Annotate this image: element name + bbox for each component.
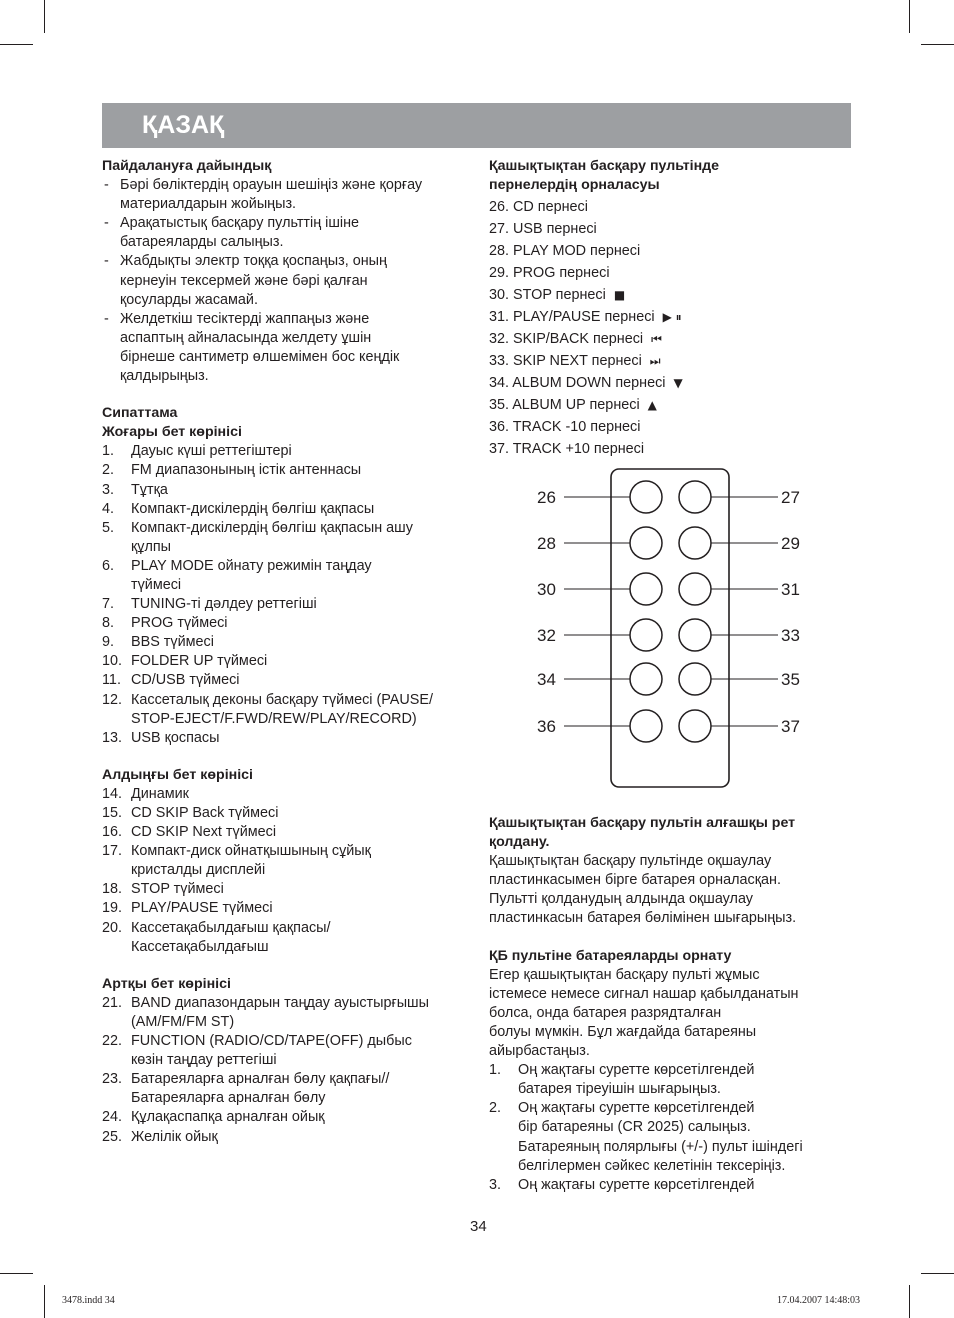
first-use-section: Қашықтықтан басқару пультін алғашқы рет қолдану. Қашықтықтан басқару пультінде оқшаулау пластинкасымен бірге батарея орналасқан. Пультті қолданудың алдында оқшаулау пластинкасын батарея бөлімінен шығарыңыз. ҚБ пультіне батареяларды орнату Егер қашықтықтан басқару пульті жұмыс істемесе немесе сигнал нашар қабылданатын болса, онда батарея разрядталған болуы мүмкін. Бұл жағдайда батареяны айырбастаңыз. 1. Оң жақтағы суретте көрсетілгендей батарея тіреуішін шығарыңыз. 2. Оң жақтағы суретте көрсетілгендей бір батареяны (CR 2025) салыңыз. Батареяның полярлығы (+/-) пульт ішіндегі белгілермен сәйкес келетінін тексеріңіз. 3. Оң жақтағы суретте көрсетілгендей bbox=[489, 814, 869, 1195]
list-item-text: PROG түймесі bbox=[131, 615, 228, 632]
top-view-heading: Жоғары бет көрінісі bbox=[102, 424, 242, 441]
list-item-number: 21. bbox=[102, 994, 123, 1011]
left-column bbox=[102, 157, 472, 1147]
remote-key-text: 37. TRACK +10 пернесі bbox=[489, 441, 645, 458]
crop-mark bbox=[909, 0, 910, 33]
list-item-text: Батареяларға арналған бөлу қақпағы// bbox=[131, 1071, 390, 1088]
list-item bbox=[102, 919, 472, 957]
remote-key-item bbox=[489, 196, 859, 218]
remote-key-item bbox=[489, 240, 859, 262]
remote-key-text: 32. SKIP/BACK пернесі bbox=[489, 331, 644, 348]
right-column bbox=[489, 157, 859, 460]
list-item-number: 13. bbox=[102, 729, 123, 746]
prep-list-item bbox=[102, 214, 472, 252]
front-view-list bbox=[102, 785, 472, 957]
remote-key-item bbox=[489, 394, 859, 416]
list-item-number: 1. bbox=[102, 443, 115, 460]
remote-key-symbol-icon: ⏮ bbox=[651, 332, 662, 347]
crop-mark bbox=[921, 1273, 954, 1274]
list-item-text: (AM/FM/FM ST) bbox=[131, 1013, 235, 1030]
list-item-number: 24. bbox=[102, 1109, 123, 1126]
list-item bbox=[102, 633, 472, 652]
list-item-text: Бәрі бөліктердің орауын шешіңіз және қорғау bbox=[120, 177, 423, 194]
remote-button-33 bbox=[679, 619, 711, 651]
remote-key-list bbox=[489, 196, 859, 460]
list-item-text: Компакт-диск ойнатқышының сұйық bbox=[131, 843, 371, 860]
list-item-number: 14. bbox=[102, 785, 123, 802]
language-header-banner bbox=[102, 103, 851, 148]
list-item-text: Оң жақтағы суретте көрсетілгендей bbox=[518, 1176, 755, 1193]
battery-steps bbox=[489, 1061, 869, 1195]
list-item-text: FM диапазонының істік антеннасы bbox=[131, 462, 362, 479]
remote-button-37 bbox=[679, 710, 711, 742]
list-item-number: 22. bbox=[102, 1033, 123, 1050]
prep-list-item bbox=[102, 252, 472, 309]
list-item-number: 5. bbox=[102, 519, 115, 536]
list-item-text: Құлақаспапқа арналған ойық bbox=[131, 1109, 325, 1126]
remote-key-text: 34. ALBUM DOWN пернесі bbox=[489, 375, 666, 392]
remote-key-text: 33. SKIP NEXT пернесі bbox=[489, 353, 642, 370]
list-item bbox=[102, 481, 472, 500]
list-item-text: USB қоспасы bbox=[131, 729, 220, 746]
description-heading: Сипаттама bbox=[102, 405, 178, 422]
remote-button-26 bbox=[630, 481, 662, 513]
list-item-text: Оң жақтағы суретте көрсетілгендей bbox=[518, 1100, 755, 1117]
remote-layout-heading: Қашықтықтан басқару пультінде пернелердің орналасуы bbox=[489, 158, 720, 194]
list-item-text: Жабдықты электр тоққа қоспаңыз, оның bbox=[120, 253, 387, 270]
list-item bbox=[102, 557, 472, 595]
list-item bbox=[102, 671, 472, 690]
list-item bbox=[102, 442, 472, 461]
front-view-heading: Алдыңғы бет көрінісі bbox=[102, 766, 253, 783]
list-item-text: түймесі bbox=[131, 576, 182, 593]
list-item-text: CD/USB түймесі bbox=[131, 672, 240, 689]
list-item-number: 10. bbox=[102, 653, 123, 670]
list-item bbox=[102, 880, 472, 899]
list-item-text: Кассетақабылдағыш қақпасы/ bbox=[131, 919, 331, 936]
list-item-number: 1. bbox=[489, 1062, 502, 1079]
list-item-text: кристалды дисплейі bbox=[131, 862, 266, 879]
diagram-label-right: 35 bbox=[781, 670, 800, 689]
first-use-text: Қашықтықтан басқару пультінде оқшаулау пластинкасымен бірге батарея орналасқан. Пультті қолданудың алдында оқшаулау пластинкасын батарея бөлімінен шығарыңыз. bbox=[489, 853, 797, 927]
diagram-label-left: 32 bbox=[537, 626, 556, 645]
list-item-text: Дауыс күші реттегіштері bbox=[131, 443, 292, 460]
remote-key-text: 31. PLAY/PAUSE пернесі bbox=[489, 309, 655, 326]
crop-mark bbox=[921, 44, 954, 45]
remote-key-text: 27. USB пернесі bbox=[489, 221, 597, 238]
list-item-text: Кассеталық деконы басқару түймесі (PAUSE/ bbox=[131, 691, 433, 708]
battery-heading: ҚБ пультіне батареяларды орнату bbox=[489, 947, 732, 964]
list-item-number: 11. bbox=[102, 672, 121, 689]
remote-key-symbol-icon: ▲ bbox=[647, 398, 657, 413]
remote-key-item bbox=[489, 262, 859, 284]
crop-mark bbox=[44, 1285, 45, 1318]
list-item-text: BBS түймесі bbox=[131, 634, 214, 651]
remote-key-item bbox=[489, 284, 859, 306]
diagram-label-left: 34 bbox=[537, 670, 556, 689]
list-item bbox=[102, 785, 472, 804]
prep-list bbox=[102, 176, 472, 386]
prep-heading: Пайдалануға дайындық bbox=[102, 158, 272, 174]
list-item-text: CD SKIP Back түймесі bbox=[131, 805, 279, 821]
remote-key-text: 30. STOP пернесі bbox=[489, 287, 606, 304]
list-item bbox=[102, 1070, 472, 1108]
battery-text: Егер қашықтықтан басқару пульті жұмыс істемесе немесе сигнал нашар қабылданатын болса, онда батарея разрядталған болуы мүмкін. Бұл жағдайда батареяны айырбастаңыз. bbox=[489, 966, 799, 1060]
remote-key-symbol-icon: ⏭ bbox=[649, 354, 661, 369]
list-item bbox=[102, 804, 472, 823]
remote-button-28 bbox=[630, 527, 662, 559]
list-item-text: BAND диапазондарын таңдау ауыстырғышы bbox=[131, 994, 429, 1011]
list-item-number: 8. bbox=[102, 615, 115, 632]
list-item-number: 7. bbox=[102, 596, 115, 613]
list-item bbox=[489, 1061, 869, 1099]
remote-key-item bbox=[489, 416, 859, 438]
crop-mark bbox=[0, 44, 33, 45]
list-item-number: 23. bbox=[102, 1071, 123, 1088]
diagram-label-left: 28 bbox=[537, 534, 556, 553]
remote-key-item bbox=[489, 328, 859, 350]
list-item bbox=[102, 729, 472, 748]
list-item-text: материалдарын жойыңыз. bbox=[120, 196, 297, 213]
list-item bbox=[102, 1032, 472, 1070]
remote-key-symbol-icon: ■ bbox=[613, 288, 626, 303]
list-item-text: Динамик bbox=[131, 785, 189, 802]
remote-key-symbol-icon: ▶ ⏸ bbox=[662, 310, 682, 325]
list-item bbox=[489, 1099, 869, 1175]
list-item bbox=[102, 595, 472, 614]
remote-key-text: 26. CD пернесі bbox=[489, 199, 588, 216]
remote-control-diagram bbox=[520, 465, 820, 795]
list-item-text: TUNING-ті дәлдеу реттегіші bbox=[131, 596, 317, 613]
remote-button-30 bbox=[630, 573, 662, 605]
diagram-label-right: 33 bbox=[781, 626, 800, 645]
list-item-text: құлпы bbox=[131, 538, 172, 555]
back-view-list bbox=[102, 994, 472, 1147]
list-item-text: Компакт-дискілердің бөлгіш қақпасын ашу bbox=[131, 519, 413, 536]
list-item-text: Кассетақабылдағыш bbox=[131, 938, 269, 955]
list-item-text: FUNCTION (RADIO/CD/TAPE(OFF) дыбыс bbox=[131, 1033, 412, 1050]
diagram-label-left: 26 bbox=[537, 488, 556, 507]
list-dash: - bbox=[104, 310, 109, 327]
remote-key-symbol-icon: ▼ bbox=[673, 376, 683, 391]
list-item-number: 20. bbox=[102, 919, 123, 936]
footer-date-info: 17.04.2007 14:48:03 bbox=[777, 1295, 861, 1306]
list-item-text: PLAY MODE ойнату режимін таңдау bbox=[131, 557, 372, 574]
remote-button-34 bbox=[630, 663, 662, 695]
list-item bbox=[102, 899, 472, 918]
list-dash: - bbox=[104, 177, 109, 194]
list-item-text: Оң жақтағы суретте көрсетілгендей bbox=[518, 1062, 755, 1079]
list-item-text: CD SKIP Next түймесі bbox=[131, 824, 277, 841]
list-item-number: 17. bbox=[102, 843, 123, 860]
remote-key-item bbox=[489, 438, 859, 460]
list-dash: - bbox=[104, 215, 109, 232]
list-item-text: PLAY/PAUSE түймесі bbox=[131, 900, 273, 917]
list-item-number: 18. bbox=[102, 881, 123, 898]
remote-button-29 bbox=[679, 527, 711, 559]
list-item-text: батарея тіреуішін шығарыңыз. bbox=[518, 1081, 721, 1098]
prep-list-item bbox=[102, 310, 472, 386]
list-item-text: қалдырыңыз. bbox=[120, 368, 209, 385]
list-item-text: Желілік ойық bbox=[131, 1128, 218, 1145]
remote-key-text: 36. TRACK -10 пернесі bbox=[489, 419, 641, 436]
top-view-list bbox=[102, 442, 472, 748]
list-item-text: FOLDER UP түймесі bbox=[131, 653, 268, 670]
diagram-label-right: 27 bbox=[781, 488, 800, 507]
list-item bbox=[102, 652, 472, 671]
list-item-text: Арақатыстық басқару пульттің ішіне bbox=[120, 215, 360, 232]
list-item-text: Батареяның полярлығы (+/-) пульт ішіндегі bbox=[518, 1138, 803, 1155]
diagram-label-right: 31 bbox=[781, 580, 800, 599]
list-item-number: 12. bbox=[102, 691, 123, 708]
remote-key-text: 35. ALBUM UP пернесі bbox=[489, 397, 640, 414]
list-item-number: 2. bbox=[102, 462, 115, 479]
list-item bbox=[489, 1176, 869, 1195]
remote-key-item bbox=[489, 306, 859, 328]
remote-key-text: 29. PROG пернесі bbox=[489, 265, 610, 282]
back-view-heading: Артқы бет көрінісі bbox=[102, 975, 231, 992]
list-item-text: Батареяларға арналған бөлу bbox=[131, 1090, 326, 1107]
list-item bbox=[102, 519, 472, 557]
list-item-number: 4. bbox=[102, 500, 115, 517]
list-item-text: STOP түймесі bbox=[131, 881, 224, 898]
list-item bbox=[102, 823, 472, 842]
list-item-text: Компакт-дискілердің бөлгіш қақпасы bbox=[131, 500, 375, 517]
remote-key-item bbox=[489, 372, 859, 394]
remote-key-item bbox=[489, 218, 859, 240]
remote-button-27 bbox=[679, 481, 711, 513]
list-item-number: 3. bbox=[489, 1176, 502, 1193]
remote-key-text: 28. PLAY MOD пернесі bbox=[489, 243, 641, 260]
crop-mark bbox=[0, 1273, 33, 1274]
list-dash: - bbox=[104, 253, 109, 270]
list-item-number: 6. bbox=[102, 557, 115, 574]
diagram-label-left: 30 bbox=[537, 580, 556, 599]
list-item bbox=[102, 994, 472, 1032]
list-item-text: STOP-EJECT/F.FWD/REW/PLAY/RECORD) bbox=[131, 710, 417, 727]
list-item-text: қосуларды жасамай. bbox=[120, 291, 258, 308]
list-item-number: 19. bbox=[102, 900, 123, 917]
list-item-number: 16. bbox=[102, 824, 123, 841]
diagram-label-right: 29 bbox=[781, 534, 800, 553]
remote-body bbox=[611, 469, 729, 787]
list-item bbox=[102, 614, 472, 633]
remote-button-35 bbox=[679, 663, 711, 695]
crop-mark bbox=[44, 0, 45, 33]
list-item bbox=[102, 691, 472, 729]
list-item-text: кернеуін тексермей және бәрі қалған bbox=[120, 272, 368, 289]
list-item-text: көзін таңдау реттегіші bbox=[131, 1052, 277, 1069]
list-item bbox=[102, 461, 472, 480]
list-item bbox=[102, 842, 472, 880]
diagram-label-left: 36 bbox=[537, 717, 556, 736]
remote-button-31 bbox=[679, 573, 711, 605]
list-item-text: белгілермен сәйкес келетінін тексеріңіз. bbox=[518, 1157, 786, 1174]
list-item bbox=[102, 500, 472, 519]
list-item-text: бірнеше сантиметр өлшемімен бос кеңдік bbox=[120, 348, 400, 365]
list-item-text: Желдеткіш тесіктерді жаппаңыз және bbox=[120, 310, 370, 327]
diagram-label-right: 37 bbox=[781, 717, 800, 736]
list-item-number: 15. bbox=[102, 805, 123, 821]
list-item-number: 3. bbox=[102, 481, 115, 498]
list-item-number: 25. bbox=[102, 1128, 123, 1145]
prep-list-item bbox=[102, 176, 472, 214]
list-item bbox=[102, 1128, 472, 1147]
list-item-number: 9. bbox=[102, 634, 115, 651]
language-title: ҚАЗАҚ bbox=[142, 111, 225, 139]
crop-mark bbox=[909, 1285, 910, 1318]
list-item-text: Тұтқа bbox=[131, 481, 168, 498]
list-item-text: аспаптың айналасында желдету ұшін bbox=[120, 329, 372, 346]
remote-key-item bbox=[489, 350, 859, 372]
page-number: 34 bbox=[470, 1218, 487, 1235]
list-item bbox=[102, 1108, 472, 1127]
remote-button-36 bbox=[630, 710, 662, 742]
footer-file-info: 3478.indd 34 bbox=[62, 1295, 115, 1306]
list-item-text: батареяларды салыңыз. bbox=[120, 234, 284, 251]
remote-button-32 bbox=[630, 619, 662, 651]
list-item-text: бір батареяны (CR 2025) салыңыз. bbox=[518, 1119, 751, 1136]
list-item-number: 2. bbox=[489, 1100, 502, 1117]
